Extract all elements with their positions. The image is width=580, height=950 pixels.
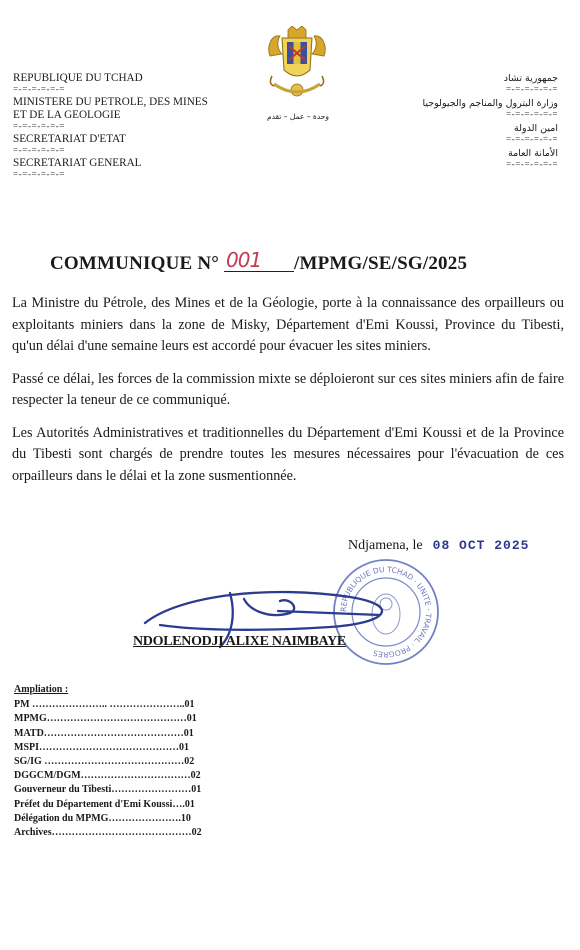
header-separator: =-=-=-=-=-= (505, 109, 558, 119)
date-place: Ndjamena, le (348, 538, 423, 553)
seal-text: REPUBLIQUE DU TCHAD · UNITE · TRAVAIL · PROGRES (338, 564, 434, 660)
signer-name: NDOLENODJI ALIXE NAIMBAYE (133, 634, 346, 649)
communique-body (12, 293, 564, 498)
ampliation-row: Gouverneur du Tibesti……………………01 (14, 784, 202, 796)
ampliation-row: DGGCM/DGM……………………………02 (14, 770, 201, 782)
ampliation-row: MPMG……………………………………01 (14, 713, 197, 725)
ampliation-row: Préfet du Département d'Emi Koussi….01 (14, 798, 195, 810)
national-motto: وحدة – عمل – تقدم (266, 112, 330, 121)
communique-number (224, 248, 294, 272)
header-separator: =-=-=-=-=-= (13, 84, 66, 94)
paragraph: Passé ce délai, les forces de la commission mixte se déploieront sur ces sites miniers afin de faire respecter la teneur de ce communiqué. (12, 370, 564, 408)
header-separator: =-=-=-=-=-= (505, 84, 558, 94)
header-separator: =-=-=-=-=-= (505, 134, 558, 144)
header-left (13, 72, 263, 181)
ampliation-row: PM ………………….. …………………..01 (14, 699, 195, 711)
header-ar-republic: جمهورية تشاد (503, 73, 558, 84)
header-secretariat-general: SECRETARIAT GENERAL (13, 157, 142, 169)
header-ar-secretariat-general: الأمانة العامة (508, 148, 558, 159)
ampliation-row: Archives……………………………………02 (14, 827, 202, 839)
ampliation-list (14, 683, 244, 840)
header-ministry-cont: ET DE LA GEOLOGIE (13, 109, 121, 121)
handwritten-number: 001 (226, 248, 262, 272)
ampliation-heading: Ampliation : (14, 684, 69, 695)
header-republic: REPUBLIQUE DU TCHAD (13, 72, 143, 84)
header-right (338, 72, 558, 172)
header-ar-secretariat-etat: امين الدولة (514, 123, 558, 134)
header-ar-ministry: وزارة البترول والمناجم والجيولوجيا (422, 98, 558, 109)
title-prefix: COMMUNIQUE N° (50, 253, 220, 274)
header-secretariat-etat: SECRETARIAT D'ETAT (13, 133, 126, 145)
paragraph: Les Autorités Administratives et traditionnelles du Département d'Emi Koussi et de la Province du Tibesti sont chargés de prendre toutes les mesures nécessaires pour l'évacuation de ces orpailleurs dans le délai et la zone susmentionnée. (12, 424, 564, 484)
header-separator: =-=-=-=-=-= (505, 159, 558, 169)
date-line (348, 538, 529, 554)
date-stamp: 08 OCT 2025 (432, 538, 530, 553)
header-separator: =-=-=-=-=-= (13, 145, 66, 155)
ampliation-row: MSPI……………………………………01 (14, 741, 189, 753)
header-separator: =-=-=-=-=-= (13, 121, 66, 131)
header-ministry: MINISTERE DU PETROLE, DES MINES (13, 96, 208, 108)
paragraph: La Ministre du Pétrole, des Mines et de la Géologie, porte à la connaissance des orpailleurs ou exploitants miniers dans la zone de Misky, Département d'Emi Koussi, Province du Tibesti, qu'un délai d'une semaine leurs est accordé pour évacuer les sites miniers. (12, 295, 564, 354)
ampliation-row: Délégation du MPMG………………….10 (14, 812, 191, 824)
ampliation-row: SG/IG ……………………………………02 (14, 756, 195, 768)
communique-title (50, 248, 530, 275)
title-suffix: /MPMG/SE/SG/2025 (294, 253, 468, 274)
coat-of-arms-icon (262, 26, 332, 104)
header-separator: =-=-=-=-=-= (13, 169, 66, 179)
ampliation-row: MATD……………………………………01 (14, 727, 194, 739)
